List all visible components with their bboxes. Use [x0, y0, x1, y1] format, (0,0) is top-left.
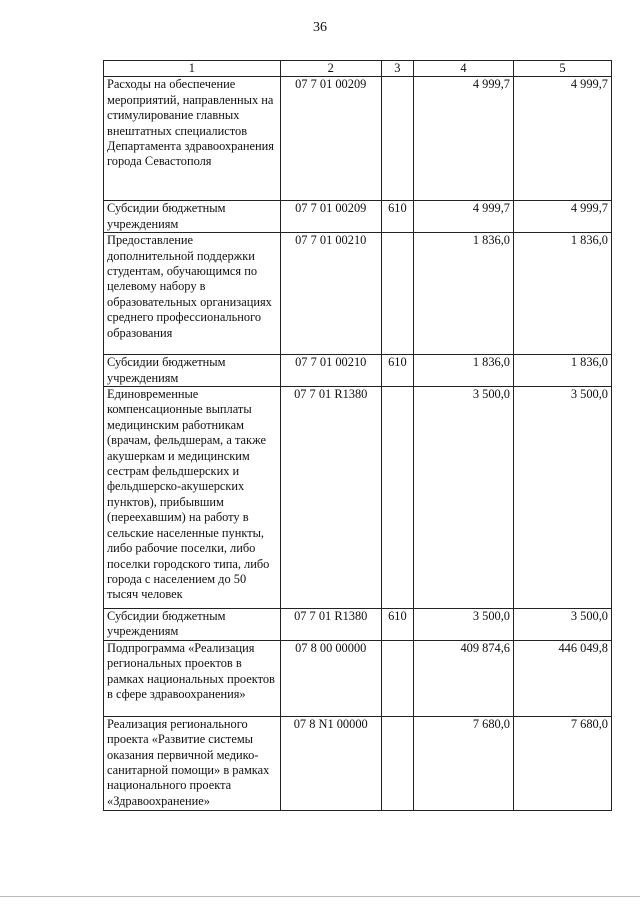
- table-header-row: [104, 61, 612, 77]
- table-row: [104, 609, 612, 641]
- row-code-cell: 07 7 01 00210: [280, 355, 381, 387]
- budget-table: [103, 60, 612, 811]
- row-name-cell: Единовременные компенсационные выплаты медицинским работникам (врачам, фельдшерам, а также акушеркам и медицинским сестрам фельдшерских и фельдшерско-акушерских пунктов), прибывшим (переехавшим) на работу в сельские населенные пункты, либо рабочие поселки, либо поселки городского типа, либо города с населением до 50 тысяч человек: [104, 387, 281, 609]
- row-value-5-cell: 7 680,0: [514, 716, 612, 810]
- row-type-cell: 610: [381, 609, 413, 641]
- row-value-5-cell: 1 836,0: [514, 233, 612, 355]
- row-name-cell: Расходы на обеспечение мероприятий, направленных на стимулирование главных внештатных специалистов Департамента здравоохранения города Севастополя: [104, 77, 281, 201]
- row-value-4-cell: 4 999,7: [414, 201, 514, 233]
- row-value-5-cell: 3 500,0: [514, 387, 612, 609]
- row-value-5-cell: 4 999,7: [514, 201, 612, 233]
- column-header-2: 2: [280, 61, 381, 77]
- row-code-cell: 07 7 01 R1380: [280, 609, 381, 641]
- row-value-5-cell: 446 049,8: [514, 640, 612, 716]
- row-value-4-cell: 1 836,0: [414, 233, 514, 355]
- column-header-4: 4: [414, 61, 514, 77]
- column-header-1: 1: [104, 61, 281, 77]
- row-value-4-cell: 1 836,0: [414, 355, 514, 387]
- row-value-5-cell: 3 500,0: [514, 609, 612, 641]
- page-bottom-rule: [0, 896, 640, 897]
- row-name-cell: Предоставление дополнительной поддержки студентам, обучающимся по целевому набору в образовательных организациях среднего профессионального образования: [104, 233, 281, 355]
- table-row: [104, 640, 612, 716]
- row-code-cell: 07 7 01 00209: [280, 77, 381, 201]
- table-row: [104, 77, 612, 201]
- row-name-cell: Подпрограмма «Реализация региональных проектов в рамках национальных проектов в сфере здравоохранения»: [104, 640, 281, 716]
- column-header-5: 5: [514, 61, 612, 77]
- row-value-5-cell: 4 999,7: [514, 77, 612, 201]
- row-type-cell: [381, 77, 413, 201]
- row-value-4-cell: 7 680,0: [414, 716, 514, 810]
- row-code-cell: 07 8 N1 00000: [280, 716, 381, 810]
- row-code-cell: 07 7 01 00210: [280, 233, 381, 355]
- row-code-cell: 07 7 01 R1380: [280, 387, 381, 609]
- row-name-cell: Субсидии бюджетным учреждениям: [104, 355, 281, 387]
- row-name-cell: Реализация регионального проекта «Развитие системы оказания первичной медико-санитарной помощи» в рамках национального проекта «Здравоохранение»: [104, 716, 281, 810]
- row-name-cell: Субсидии бюджетным учреждениям: [104, 609, 281, 641]
- row-type-cell: 610: [381, 201, 413, 233]
- row-type-cell: [381, 387, 413, 609]
- row-value-4-cell: 4 999,7: [414, 77, 514, 201]
- column-header-3: 3: [381, 61, 413, 77]
- row-type-cell: [381, 233, 413, 355]
- row-value-5-cell: 1 836,0: [514, 355, 612, 387]
- row-value-4-cell: 3 500,0: [414, 609, 514, 641]
- row-type-cell: 610: [381, 355, 413, 387]
- page-number: 36: [313, 20, 327, 35]
- table-row: [104, 233, 612, 355]
- table-row: [104, 387, 612, 609]
- table-row: [104, 201, 612, 233]
- row-type-cell: [381, 716, 413, 810]
- table-row: [104, 355, 612, 387]
- row-code-cell: 07 8 00 00000: [280, 640, 381, 716]
- table-row: [104, 716, 612, 810]
- row-name-cell: Субсидии бюджетным учреждениям: [104, 201, 281, 233]
- row-code-cell: 07 7 01 00209: [280, 201, 381, 233]
- row-type-cell: [381, 640, 413, 716]
- row-value-4-cell: 3 500,0: [414, 387, 514, 609]
- row-value-4-cell: 409 874,6: [414, 640, 514, 716]
